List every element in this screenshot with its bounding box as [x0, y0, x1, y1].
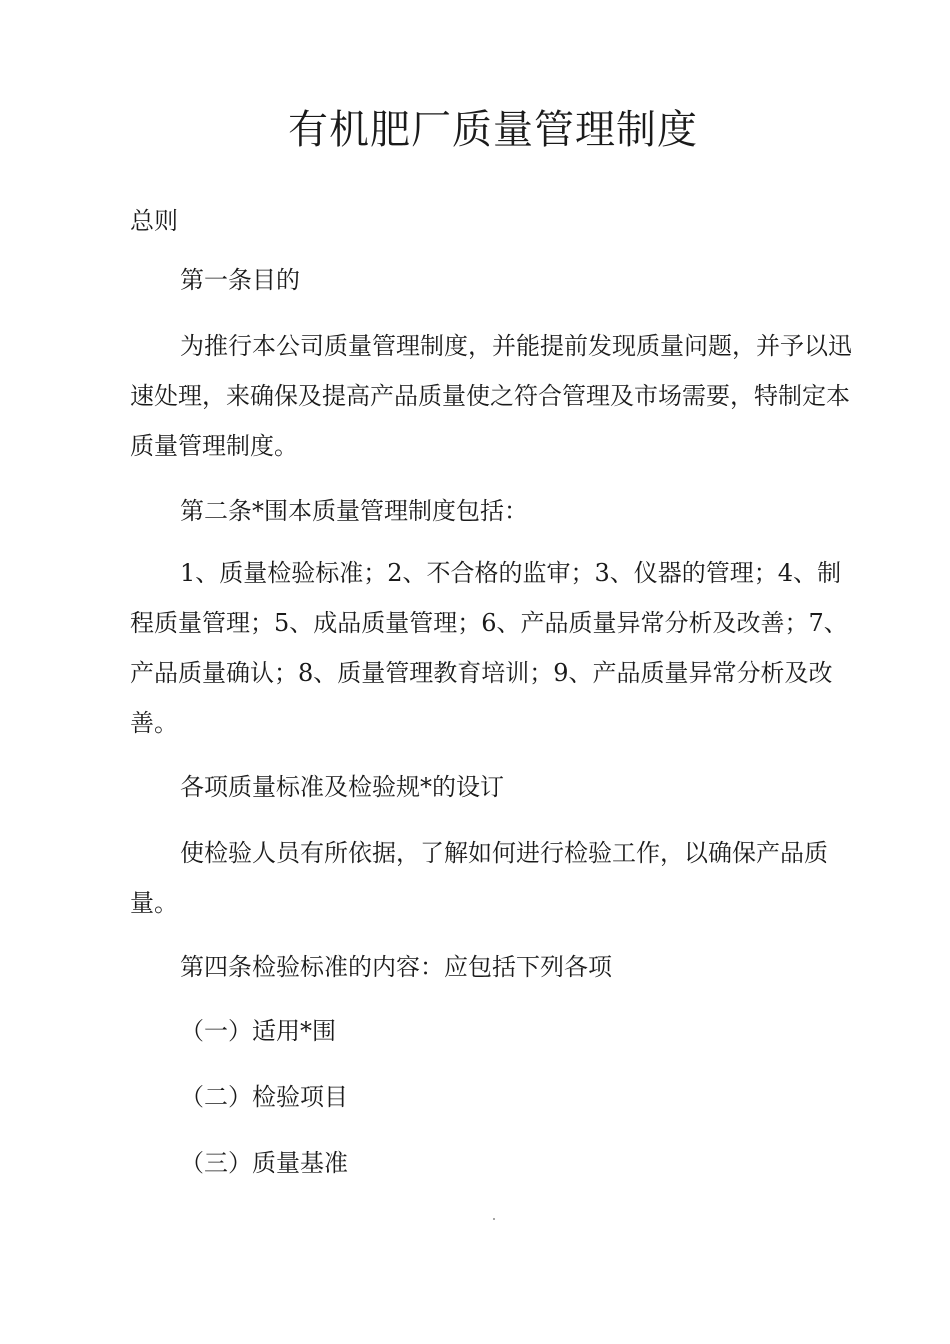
document-title: 有机肥厂质量管理制度 — [288, 107, 698, 153]
article1-heading: 第一条目的 — [180, 266, 300, 294]
article1-body: 为推行本公司质量管理制度，并能提前发现质量问题，并予以迅速处理，来确保及提高产品质量使之符合管理及市场需要，特制定本质量管理制度。 — [130, 332, 852, 460]
page-footer-mark — [493, 1218, 495, 1220]
list-item: （一）适用*围 — [180, 1017, 336, 1045]
section-general-heading: 总则 — [130, 207, 178, 235]
article4-heading: 第四条检验标准的内容：应包括下列各项 — [180, 953, 612, 981]
article2-heading: 第二条*围本质量管理制度包括： — [180, 497, 528, 525]
section-standards-heading: 各项质量标准及检验规*的设订 — [180, 773, 504, 801]
list-item: （三）质量基准 — [180, 1149, 348, 1177]
standards-body: 使检验人员有所依据，了解如何进行检验工作，以确保产品质量。 — [130, 839, 828, 917]
list-item: （二）检验项目 — [180, 1083, 348, 1111]
article2-body: 1、质量检验标准；2、不合格的监审；3、仪器的管理；4、制程质量管理；5、成品质量管理；6、产品质量异常分析及改善；7、产品质量确认；8、质量管理教育培训；9、产品质量异常分析及改善。 — [130, 559, 848, 737]
